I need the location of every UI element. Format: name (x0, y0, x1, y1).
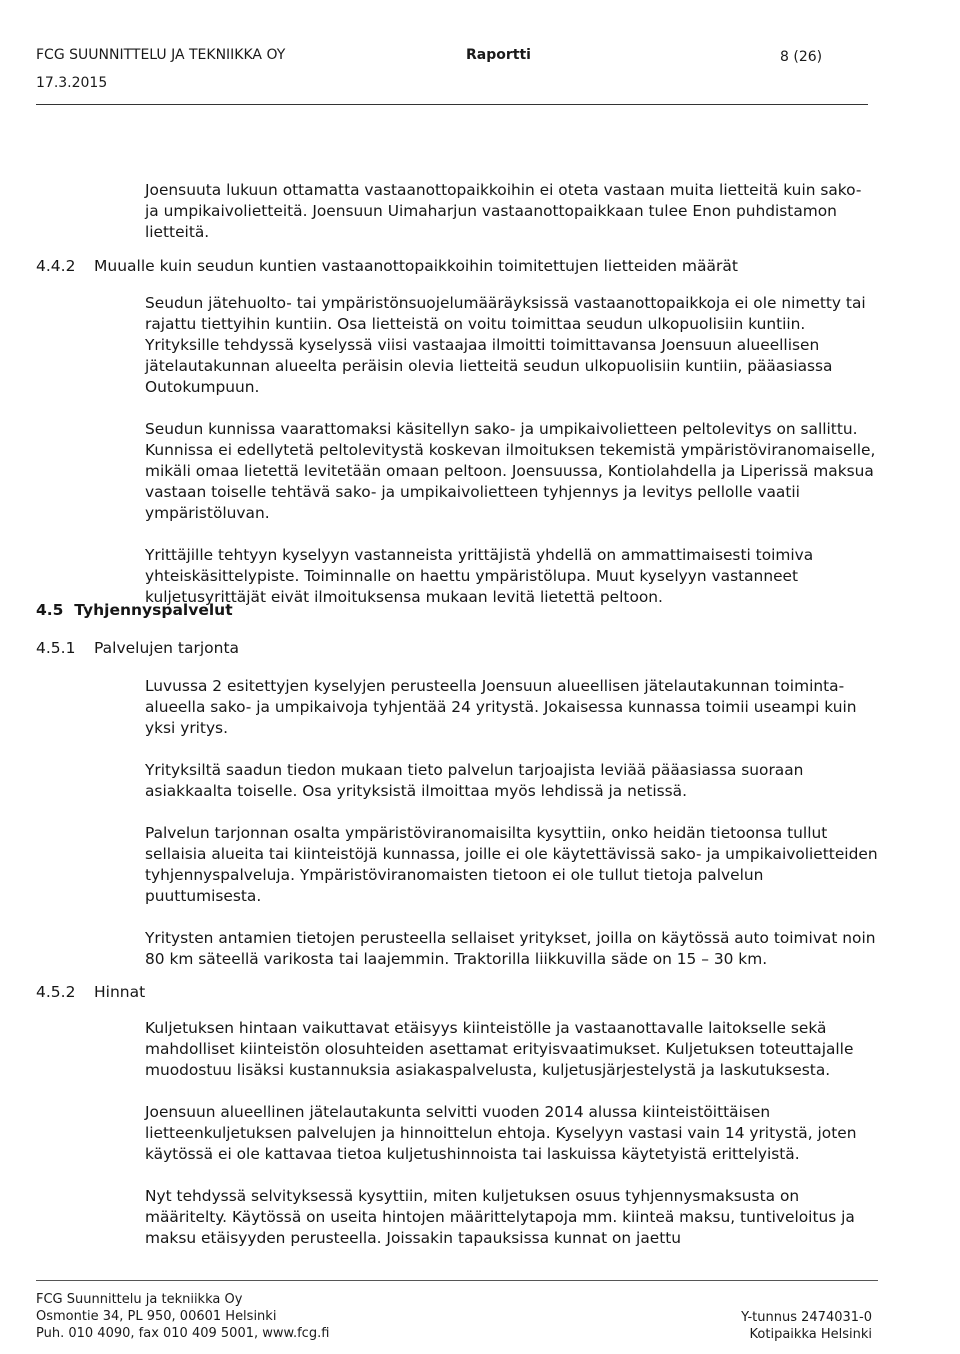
footer-company: FCG Suunnittelu ja tekniikka Oy (36, 1292, 243, 1307)
section-4-4-2-body (145, 293, 880, 608)
footer-business-id: Y-tunnus 2474031-0 (741, 1310, 872, 1325)
paragraph: Luvussa 2 esitettyjen kyselyjen perusteella Joensuun alueellisen jätelautakunnan toiminta-alueella sako- ja umpikaivoja tyhjentää 24 yritystä. Jokaisessa kunnassa toimii useampi kuin yksi yritys. (145, 677, 857, 737)
section-number: 4.4.2 (36, 257, 76, 275)
paragraph: Yritysten antamien tietojen perusteella sellaiset yritykset, joilla on käytössä auto toimivat noin 80 km säteellä varikosta tai laajemmin. Traktorilla liikkuvilla säde on 15 – 30 km. (145, 929, 876, 968)
paragraph: Seudun jätehuolto- tai ympäristönsuojelumääräyksissä vastaanottopaikkoja ei ole nimetty tai rajattu tiettyihin kuntiin. Osa lietteistä on voitu toimittaa seudun ulkopuolisiin kuntiin. Yrityksille tehdyssä kyselyssä viisi vastaajaa ilmoitti toimittavansa Joensuun alueellisen jätelautakunnan alueelta peräisin olevia lietteitä seudun ulkopuolisiin kuntiin, pääasiassa Outokumpuun. (145, 294, 866, 396)
footer-rule (36, 1280, 878, 1281)
intro-text: Joensuuta lukuun ottamatta vastaanottopaikkoihin ei oteta vastaan muita lietteitä kuin sako- ja umpikaivolietteitä. Joensuun Uimaharjun vastaanottopaikkaan tulee Enon puhdistamon lietteitä. (145, 181, 862, 241)
section-4-5-heading (36, 600, 233, 621)
section-4-4-2-heading (36, 256, 738, 277)
section-title: Hinnat (94, 983, 146, 1001)
paragraph: Seudun kunnissa vaarattomaksi käsitellyn sako- ja umpikaivolietteen peltolevitys on sallittu. Kunnissa ei edellytetä peltolevitystä koskevan ilmoituksen tekemistä ympäristöviranomaiselle, mikäli omaa lietettä levitetään omaan peltoon. Joensuussa, Kontiolahdella ja Liperissä maksua vastaan toiselle tehtävä sako- ja umpikaivolietteen tyhjennys ja levitys pellolle vaatii ympäristöluvan. (145, 420, 876, 522)
footer-contact: Puh. 010 4090, fax 010 409 5001, www.fcg.fi (36, 1326, 330, 1341)
paragraph: Yrittäjille tehtyyn kyselyyn vastanneista yrittäjistä yhdellä on ammattimaisesti toimiva yhteiskäsittelypiste. Toiminnalle on haettu ympäristölupa. Muut kyselyyn vastanneet kuljetusyrittäjät eivät ilmoituksensa mukaan levitä lietettä peltoon. (145, 546, 814, 606)
intro-paragraph (145, 180, 870, 243)
paragraph: Yrityksiltä saadun tiedon mukaan tieto palvelun tarjoajista leviää pääasiassa suoraan asiakkaalta toiselle. Osa yrityksistä ilmoittaa myös lehdissä ja netissä. (145, 761, 804, 800)
paragraph: Palvelun tarjonnan osalta ympäristöviranomaisilta kysyttiin, onko heidän tietoonsa tullut sellaisia alueita tai kiinteistöjä kunnassa, joille ei ole käytettävissä sako- ja umpikaivolietteiden tyhjennyspalveluja. Ympäristöviranomaisten tietoon ei ole tullut tietoja palvelun puuttumisesta. (145, 824, 878, 905)
section-title: Tyhjennyspalvelut (74, 601, 233, 619)
section-title: Palvelujen tarjonta (94, 639, 240, 657)
footer-domicile: Kotipaikka Helsinki (749, 1327, 872, 1342)
header-page-number: 8 (26) (780, 49, 823, 65)
section-4-5-1-body (145, 676, 880, 970)
header-date: 17.3.2015 (36, 75, 108, 91)
footer-address: Osmontie 34, PL 950, 00601 Helsinki (36, 1309, 277, 1324)
header-rule (36, 104, 868, 105)
header-company: FCG SUUNNITTELU JA TEKNIIKKA OY (36, 47, 286, 63)
paragraph: Kuljetuksen hintaan vaikuttavat etäisyys kiinteistölle ja vastaanottavalle laitokselle sekä mahdolliset kiinteistön olosuhteiden asettamat erityisvaatimukset. Kuljetuksen toteuttajalle muodostuu lisäksi kustannuksia asiakaspalvelusta, kuljetusjärjestelystä ja laskutuksesta. (145, 1019, 854, 1079)
header-doc-type: Raportti (466, 47, 531, 63)
section-number: 4.5.2 (36, 983, 76, 1001)
section-number: 4.5 (36, 601, 64, 619)
section-4-5-1-heading (36, 638, 239, 659)
section-number: 4.5.1 (36, 639, 76, 657)
paragraph: Nyt tehdyssä selvityksessä kysyttiin, miten kuljetuksen osuus tyhjennysmaksusta on määritelty. Käytössä on useita hintojen määrittelytapoja mm. kiinteä maksu, tuntiveloitus ja maksu etäisyyden perusteella. Joissakin tapauksissa kunnat on jaettu (145, 1187, 855, 1247)
section-4-5-2-body (145, 1018, 880, 1249)
paragraph: Joensuun alueellinen jätelautakunta selvitti vuoden 2014 alussa kiinteistöittäisen lietteenkuljetuksen palvelujen ja hinnoittelun ehtoja. Kyselyyn vastasi vain 14 yritystä, joten käytössä ei ole kattavaa tietoa kuljetushinnoista tai laskuissa käytetyistä erittelyistä. (145, 1103, 857, 1163)
section-4-5-2-heading (36, 982, 145, 1003)
section-title: Muualle kuin seudun kuntien vastaanottopaikkoihin toimitettujen lietteiden määrät (94, 257, 738, 275)
